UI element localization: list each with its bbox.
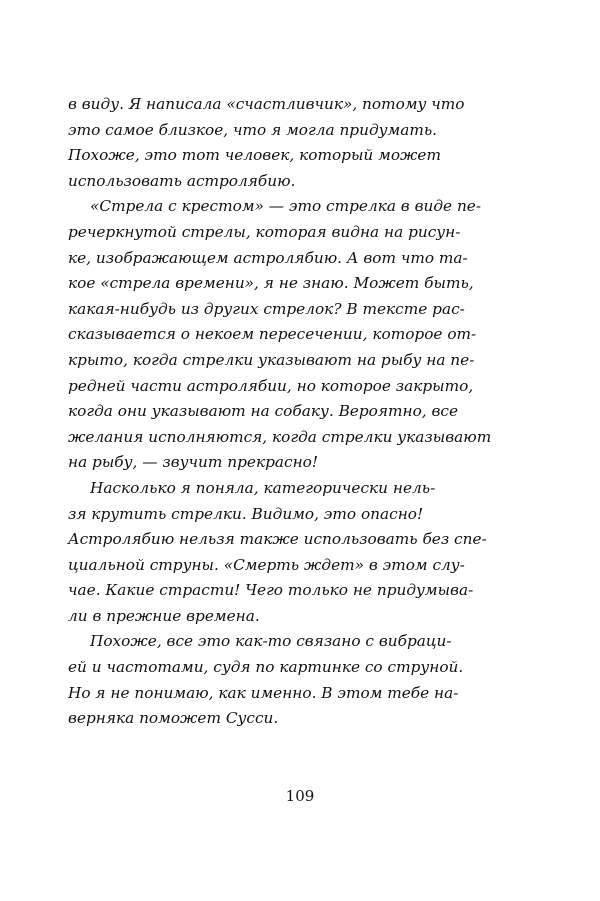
text-line: Похоже, это тот человек, который может bbox=[68, 146, 441, 165]
text-line: Но я не понимаю, как именно. В этом тебе на- bbox=[68, 683, 459, 702]
text-line: верняка поможет Сусси. bbox=[68, 709, 279, 728]
text-line: Насколько я поняла, категорически нель- bbox=[90, 478, 436, 497]
text-line: ли в прежние времена. bbox=[68, 606, 260, 625]
handwritten-text-block bbox=[68, 92, 548, 732]
text-line: Астролябию нельзя также использовать без спе- bbox=[68, 530, 487, 549]
text-line: речеркнутой стрелы, которая видна на рисун- bbox=[68, 222, 461, 241]
text-line: крыто, когда стрелки указывают на рыбу на пе- bbox=[68, 350, 475, 369]
page-number: 109 bbox=[285, 787, 315, 805]
text-line: использовать астролябию. bbox=[68, 171, 296, 190]
text-line: желания исполняются, когда стрелки указывают bbox=[68, 427, 492, 446]
text-line: когда они указывают на собаку. Вероятно, все bbox=[68, 402, 459, 421]
text-line: кое «стрела времени», я не знаю. Может быть, bbox=[68, 274, 474, 293]
text-line: зя крутить стрелки. Видимо, это опасно! bbox=[68, 504, 424, 523]
text-line: чае. Какие страсти! Чего только не придумыва- bbox=[68, 581, 474, 600]
text-line: ей и частотами, судя по картинке со струной. bbox=[68, 658, 464, 677]
text-line: какая-нибудь из других стрелок? В тексте рас- bbox=[68, 299, 465, 318]
text-line: на рыбу, — звучит прекрасно! bbox=[68, 453, 319, 472]
text-line: «Стрела с крестом» — это стрелка в виде пе- bbox=[90, 197, 482, 216]
text-line: это самое близкое, что я могла придумать. bbox=[68, 120, 438, 139]
text-line: циальной струны. «Смерть ждет» в этом слу- bbox=[68, 555, 465, 574]
text-line: в виду. Я написала «счастливчик», потому что bbox=[68, 95, 465, 113]
text-line: редней части астролябии, но которое закрыто, bbox=[68, 376, 474, 395]
text-line: ке, изображающем астролябию. А вот что та- bbox=[68, 248, 468, 267]
text-line: сказывается о некоем пересечении, которое от- bbox=[68, 325, 477, 344]
text-line: Похоже, все это как-то связано с вибраци- bbox=[90, 632, 452, 651]
